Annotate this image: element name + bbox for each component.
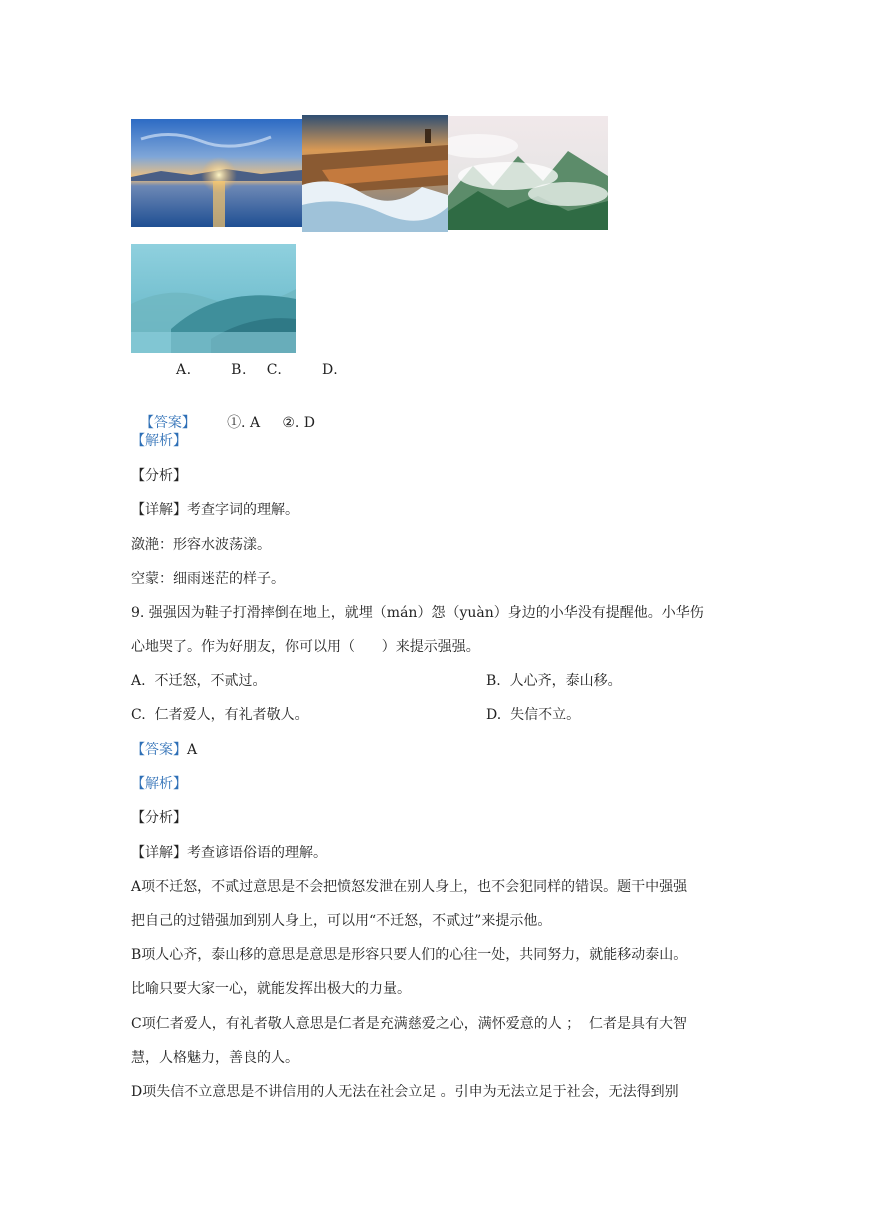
- spacer: [196, 415, 227, 431]
- detail-label: 【详解】: [131, 502, 187, 518]
- explanation-line: 慧，人格魅力，善良的人。: [131, 1050, 299, 1066]
- analysis-label: 【解析】: [131, 433, 187, 449]
- detail-text: 考查谚语俗语的理解。: [187, 845, 327, 861]
- answer-text: ①. A ②. D: [227, 415, 315, 431]
- answer-text: A: [187, 742, 198, 758]
- fenxi-label: 【分析】: [131, 810, 187, 826]
- detail-label: 【详解】: [131, 845, 187, 861]
- explanation-line: C项仁者爱人，有礼者敬人意思是仁者是充满慈爱之心，满怀爱意的人 ； 仁者是具有大智: [131, 1016, 688, 1032]
- answer-label: 【答案】: [139, 415, 196, 431]
- definition-line: 空蒙：细雨迷茫的样子。: [131, 571, 285, 587]
- q8-options-line: A. B. C. D.: [176, 362, 339, 378]
- fenxi-label: 【分析】: [131, 468, 187, 484]
- misty-mountains-image: [448, 116, 608, 230]
- q8-answer-row: [131, 396, 315, 432]
- question-stem: 心地哭了。作为好朋友，你可以用（ ）来提示强强。: [131, 639, 480, 655]
- q9-answer-row: [131, 739, 197, 759]
- explanation-line: D项失信不立意思是不讲信用的人无法在社会立足 。引申为无法立足于社会，无法得到别: [131, 1084, 679, 1100]
- explanation-line: 比喻只要大家一心，就能发挥出极大的力量。: [131, 981, 411, 997]
- explanation-line: B项人心齐，泰山移的意思是意思是形容只要人们的心往一处，共同努力，就能移动泰山。: [131, 947, 688, 963]
- definition-line: 潋滟：形容水波荡漾。: [131, 537, 271, 553]
- option-d: D. 失信不立。: [486, 707, 581, 723]
- option-c: C. 仁者爱人，有礼者敬人。: [131, 707, 309, 723]
- question-stem: 9. 强强因为鞋子打滑摔倒在地上，就埋（mán）怨（yuàn）身边的小华没有提醒他。小华伤: [131, 605, 704, 621]
- explanation-line: A项不迁怒，不贰过意思是不会把愤怒发泄在别人身上，也不会犯同样的错误。题干中强强: [131, 879, 688, 895]
- answer-label: 【答案】: [131, 742, 187, 758]
- detail-row: [131, 499, 299, 519]
- sunset-lake-image: [131, 119, 302, 227]
- detail-text: 考查字词的理解。: [187, 502, 299, 518]
- foggy-hills-image: [131, 244, 296, 353]
- option-a: A. 不迁怒，不贰过。: [131, 673, 267, 689]
- explanation-line: 把自己的过错强加到别人身上，可以用“不迁怒，不贰过”来提示他。: [131, 913, 552, 929]
- analysis-label: 【解析】: [131, 776, 187, 792]
- rocky-waves-image: [302, 115, 448, 232]
- option-b: B. 人心齐，泰山移。: [486, 673, 622, 689]
- detail-row: [131, 842, 327, 862]
